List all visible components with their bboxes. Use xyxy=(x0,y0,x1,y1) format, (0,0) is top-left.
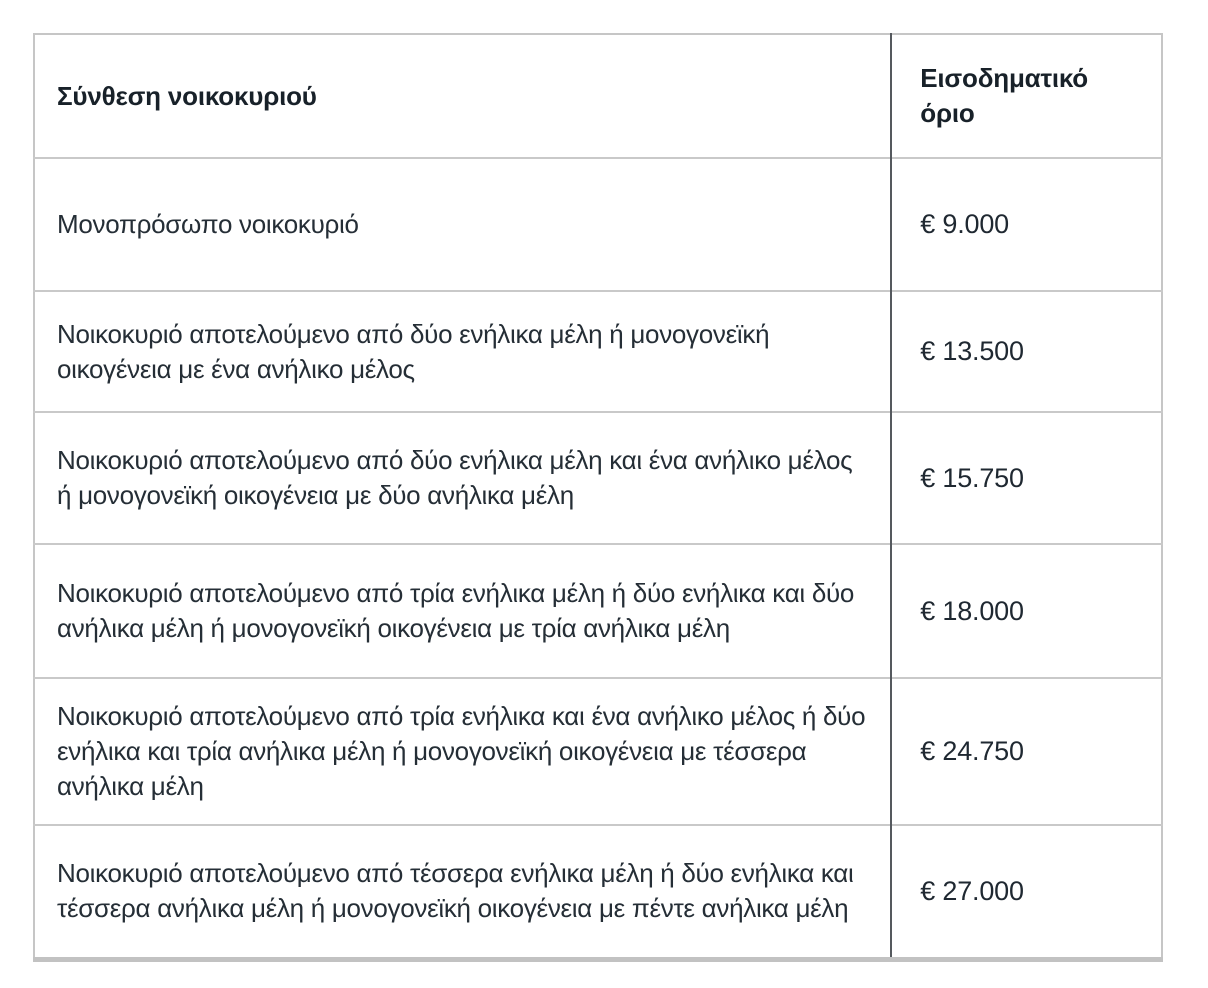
household-composition-cell: Νοικοκυριό αποτελούμενο από τρία ενήλικα και ένα ανήλικο μέλος ή δύο ενήλικα και τρία ανήλικα μέλη ή μονογονεϊκή οικογένεια με τέσσερα ανήλικα μέλη xyxy=(34,678,891,825)
table-body xyxy=(34,158,1162,959)
income-limit-cell: € 13.500 xyxy=(891,291,1162,412)
income-limit-cell: € 27.000 xyxy=(891,825,1162,959)
column-header-income-limit: Εισοδηματικό όριο xyxy=(891,34,1162,158)
household-composition-cell: Νοικοκυριό αποτελούμενο από τρία ενήλικα μέλη ή δύο ενήλικα και δύο ανήλικα μέλη ή μονογονεϊκή οικογένεια με τρία ανήλικα μέλη xyxy=(34,544,891,678)
table-row xyxy=(34,158,1162,291)
income-limit-cell: € 15.750 xyxy=(891,412,1162,544)
table-row xyxy=(34,412,1162,544)
household-composition-cell: Μονοπρόσωπο νοικοκυριό xyxy=(34,158,891,291)
household-composition-cell: Νοικοκυριό αποτελούμενο από δύο ενήλικα μέλη ή μονογονεϊκή οικογένεια με ένα ανήλικο μέλος xyxy=(34,291,891,412)
table-row xyxy=(34,825,1162,959)
table-row xyxy=(34,291,1162,412)
household-composition-cell: Νοικοκυριό αποτελούμενο από δύο ενήλικα μέλη και ένα ανήλικο μέλος ή μονογονεϊκή οικογένεια με δύο ανήλικα μέλη xyxy=(34,412,891,544)
column-header-household-composition: Σύνθεση νοικοκυριού xyxy=(34,34,891,158)
income-limit-cell: € 9.000 xyxy=(891,158,1162,291)
household-composition-cell: Νοικοκυριό αποτελούμενο από τέσσερα ενήλικα μέλη ή δύο ενήλικα και τέσσερα ανήλικα μέλη ή μονογονεϊκή οικογένεια με πέντε ανήλικα μέλη xyxy=(34,825,891,959)
income-limit-cell: € 24.750 xyxy=(891,678,1162,825)
table-row xyxy=(34,544,1162,678)
header-row xyxy=(34,34,1162,158)
table-header xyxy=(34,34,1162,158)
table-row xyxy=(34,678,1162,825)
income-limit-cell: € 18.000 xyxy=(891,544,1162,678)
income-limits-table xyxy=(33,33,1163,962)
